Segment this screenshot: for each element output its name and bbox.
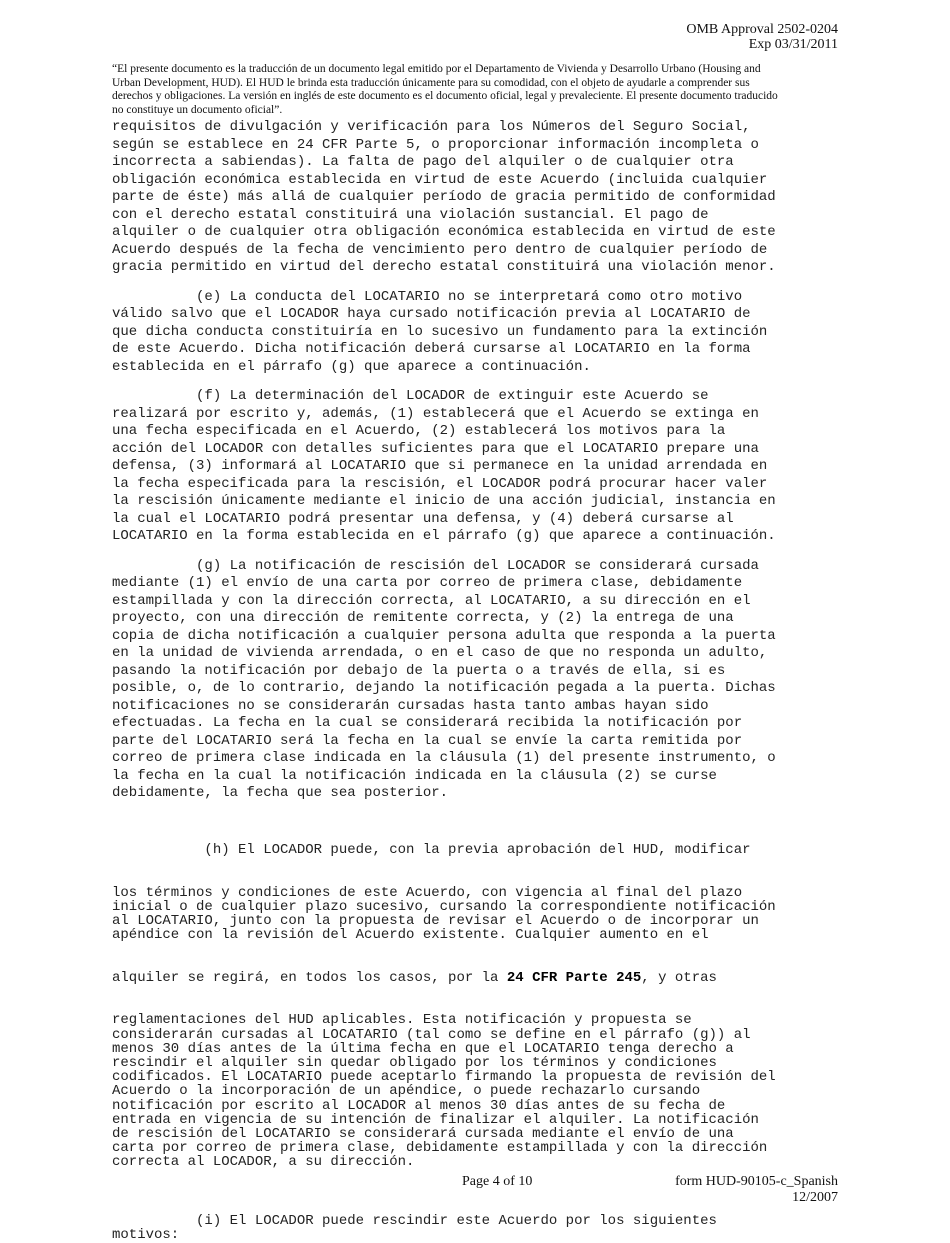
- text-line: notificaciones no se considerarán cursadas hasta tanto ambas hayan sido: [112, 697, 709, 714]
- page-number: Page 4 of 10: [462, 1174, 533, 1189]
- text-line: parte de éste) más allá de cualquier período de gracia permitido de conformidad: [112, 189, 776, 205]
- text-line: menos 30 días antes de la última fecha en que el LOCATARIO tenga derecho a: [112, 1040, 734, 1057]
- text-line: inicial o de cualquier plazo sucesivo, cursando la correspondiente notificación: [112, 898, 776, 915]
- text-line: (e) La conducta del LOCATARIO no se interpretará como otro motivo: [112, 288, 743, 305]
- paragraph-f: [112, 388, 852, 546]
- text-line: (f) La determinación del LOCADOR de extinguir este Acuerdo se: [112, 388, 709, 404]
- form-name: form HUD-90105-c_Spanish: [675, 1174, 838, 1189]
- omb-expiration: Exp 03/31/2011: [748, 37, 838, 52]
- cfr-reference: 24 CFR Parte 245: [506, 969, 642, 986]
- text-line: posible, o, de lo contrario, dejando la notificación pegada a la puerta. Dichas: [112, 680, 776, 696]
- text-line: parte del LOCATARIO será la fecha en la cual se envíe la carta remitida por: [112, 732, 743, 749]
- text-line: de este Acuerdo. Dicha notificación deberá cursarse al LOCATARIO en la forma: [112, 341, 751, 357]
- disclaimer-line: derechos y obligaciones. La versión en inglés de este documento es el documento oficial, legal y prevaleciente. El presente documento traducido: [112, 90, 778, 102]
- rent-text-post: , y otras: [641, 969, 717, 986]
- form-date: 12/2007: [792, 1190, 838, 1205]
- text-line: carta por correo de primera clase, debidamente estampillada y con la dirección: [112, 1140, 768, 1157]
- text-line: proyecto, con una dirección de remitente correcta, y (2) la entrega de una: [112, 610, 734, 626]
- text-line: (i) El LOCADOR puede rescindir este Acuerdo por los siguientes: [112, 1212, 717, 1229]
- disclaimer-line: no constituye un documento oficial”.: [112, 103, 283, 116]
- text-line: Acuerdo o la incorporación de un apéndice, o puede rechazarlo cursando: [112, 1083, 701, 1100]
- disclaimer-line: Urban Development, HUD). El HUD le brinda esta traducción únicamente para su comodidad, con el objeto de ayudarle a comprender sus: [112, 76, 750, 89]
- text-line: correo de primera clase indicada en la cláusula (1) del presente instrumento, o: [112, 750, 776, 766]
- text-line: alquiler o de cualquier otra obligación económica establecida en virtud de este: [112, 224, 776, 240]
- text-line: LOCATARIO en la forma establecida en el párrafo (g) que aparece a continuación.: [112, 528, 776, 544]
- text-line: realizará por escrito y, además, (1) establecerá que el Acuerdo se extinga en: [112, 405, 759, 422]
- text-line: debidamente, la fecha que sea posterior.: [112, 785, 449, 801]
- text-line: una fecha especificada en el Acuerdo, (2) establecerá los motivos para la: [112, 423, 726, 439]
- text-line: (g) La notificación de rescisión del LOCADOR se considerará cursada: [112, 557, 759, 574]
- paragraph-h-first-line: (h) El LOCADOR puede, con la previa aprobación del HUD, modificar: [112, 841, 751, 858]
- text-line: defensa, (3) informará al LOCATARIO que si permanece en la unidad arrendada en: [112, 458, 768, 474]
- paragraph-i: [112, 1214, 852, 1242]
- text-line: al LOCATARIO, junto con la propuesta de revisar el Acuerdo o de incorporar un: [112, 912, 759, 929]
- text-line: válido salvo que el LOCADOR haya cursado notificación previa al LOCATARIO de: [112, 306, 751, 322]
- text-line: rescindir el alquiler sin quedar obligado por los términos y condiciones: [112, 1054, 717, 1071]
- text-line: establecida en el párrafo (g) que aparece a continuación.: [112, 358, 591, 375]
- text-line: incorrecta a sabiendas). La falta de pago del alquiler o de cualquier otra: [112, 154, 734, 170]
- text-line: en la unidad de vivienda arrendada, o en el caso de que no responda un adulto,: [112, 645, 768, 661]
- text-line: de rescisión del LOCATARIO se considerará cursada mediante el envío de una: [112, 1125, 734, 1142]
- text-line: entrada en vigencia de su intención de finalizar el alquiler. La notificación: [112, 1111, 759, 1128]
- omb-approval: [686, 22, 838, 52]
- paragraph-h-lines-a: [112, 886, 852, 943]
- text-line: apéndice con la revisión del Acuerdo existente. Cualquier aumento en el: [112, 927, 709, 944]
- text-line: pasando la notificación por debajo de la puerta o a través de ella, si es: [112, 662, 726, 679]
- paragraph-h: [112, 815, 852, 1198]
- text-line: los términos y condiciones de este Acuerdo, con vigencia al final del plazo: [112, 884, 743, 901]
- paragraph-h-rent-line: [112, 971, 852, 985]
- text-line: codificados. El LOCATARIO puede aceptarlo firmando la propuesta de revisión del: [112, 1069, 776, 1086]
- text-line: notificación por escrito al LOCADOR al menos 30 días antes de su fecha de: [112, 1097, 726, 1114]
- text-line: con el derecho estatal constituirá una violación sustancial. El pago de: [112, 206, 709, 223]
- text-line: Acuerdo después de la fecha de vencimiento pero dentro de cualquier período de: [112, 241, 768, 258]
- text-line: la fecha especificada para la rescisión, el LOCADOR podrá procurar hacer valer: [112, 475, 768, 492]
- form-identifier: [675, 1174, 838, 1206]
- text-line: correcta al LOCADOR, a su dirección.: [112, 1154, 415, 1171]
- omb-approval-number: OMB Approval 2502-0204: [686, 22, 838, 37]
- rent-text-pre: alquiler se regirá, en todos los casos, por la: [112, 969, 507, 986]
- text-line: motivos:: [112, 1227, 180, 1243]
- paragraph-g: [112, 558, 852, 803]
- paragraph-continuation: [112, 119, 852, 277]
- text-line: mediante (1) el envío de una carta por correo de primera clase, debidamente: [112, 575, 743, 591]
- text-line: acción del LOCADOR con detalles suficientes para que el LOCATARIO prepare una: [112, 440, 759, 457]
- paragraph-h-lines-b: [112, 1013, 852, 1169]
- translation-disclaimer: [112, 63, 842, 117]
- paragraph-e: [112, 289, 852, 377]
- text-line: que dicha conducta constituiría en lo sucesivo un fundamento para la extinción: [112, 323, 768, 340]
- text-line: copia de dicha notificación a cualquier persona adulta que responda a la puerta: [112, 627, 776, 644]
- text-line: la cual el LOCATARIO podrá presentar una defensa, y (4) deberá cursarse al: [112, 510, 734, 527]
- text-line: efectuadas. La fecha en la cual se considerará recibida la notificación por: [112, 715, 743, 731]
- text-line: según se establece en 24 CFR Parte 5, o proporcionar información incompleta o: [112, 136, 759, 153]
- document-body: [112, 119, 852, 1242]
- text-line: la fecha en la cual la notificación indicada en la cláusula (2) se curse: [112, 767, 717, 784]
- text-line: requisitos de divulgación y verificación para los Números del Seguro Social,: [112, 119, 751, 135]
- text-line: considerarán cursadas al LOCATARIO (tal como se define en el párrafo (g)) al: [112, 1026, 751, 1043]
- text-line: reglamentaciones del HUD aplicables. Esta notificación y propuesta se: [112, 1012, 692, 1029]
- text-line: obligación económica establecida en virtud de este Acuerdo (incluida cualquier: [112, 171, 768, 188]
- text-line: la rescisión únicamente mediante el inicio de una acción judicial, instancia en: [112, 493, 776, 509]
- text-line: gracia permitido en virtud del derecho estatal constituirá una violación menor.: [112, 259, 776, 275]
- disclaimer-line: “El presente documento es la traducción de un documento legal emitido por el Departamento de Vivienda y Desarrollo Urbano (Housing and: [112, 63, 761, 75]
- text-line: estampillada y con la dirección correcta, al LOCATARIO, a su dirección en el: [112, 592, 751, 609]
